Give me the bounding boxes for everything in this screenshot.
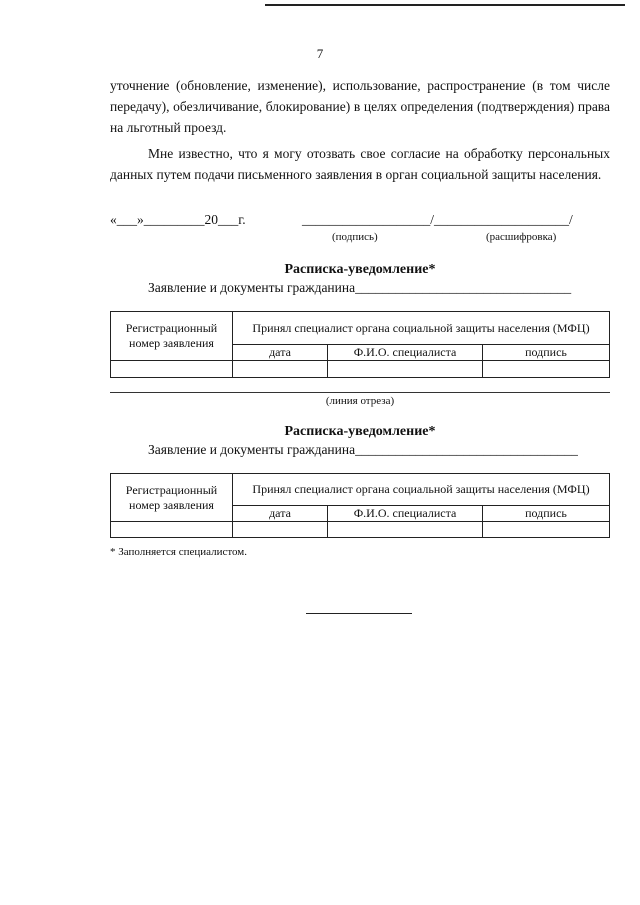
cell-reg-number — [111, 361, 233, 378]
receipt-intro-1: Заявление и документы гражданина________________________________ — [148, 280, 572, 295]
column-signature: подпись — [483, 345, 610, 361]
receipt-title-1: Расписка-уведомление* — [284, 262, 436, 277]
column-specialist-name: Ф.И.О. специалиста — [328, 506, 483, 522]
date-field-line: «___»_________20___г. — [110, 212, 246, 227]
footnote: * Заполняется специалистом. — [110, 546, 248, 558]
cell-signature — [483, 522, 610, 538]
signature-caption: (подпись) — [332, 231, 378, 243]
page-number: 7 — [316, 46, 324, 61]
cell-specialist-name — [328, 361, 483, 378]
column-date: дата — [233, 506, 328, 522]
reg-number-header: Регистрационный номер заявления — [111, 474, 233, 522]
column-date: дата — [233, 345, 328, 361]
receipt-title-2: Расписка-уведомление* — [284, 424, 436, 439]
decoding-caption: (расшифровка) — [486, 231, 557, 243]
reg-number-header: Регистрационный номер заявления — [111, 312, 233, 361]
cell-date — [233, 361, 328, 378]
header-rule — [265, 4, 625, 6]
paragraph-consent-purpose: уточнение (обновление, изменение), использование, распространение (в том числе передачу), обезличивание, блокирование) в целях определения (подтверждения) права на льготный проезд. — [110, 78, 610, 135]
signature-field-line: ___________________/____________________/ — [302, 212, 573, 227]
column-signature: подпись — [483, 506, 610, 522]
cell-date — [233, 522, 328, 538]
receipt-table-2 — [110, 473, 610, 538]
accepted-by-header: Принял специалист органа социальной защиты населения (МФЦ) — [233, 312, 610, 345]
cell-specialist-name — [328, 522, 483, 538]
column-specialist-name: Ф.И.О. специалиста — [328, 345, 483, 361]
cut-line — [110, 392, 610, 393]
paragraph-consent-withdrawal: Мне известно, что я могу отозвать свое согласие на обработку персональных данных путем подачи письменного заявления в орган социальной защиты населения. — [110, 146, 610, 182]
end-rule — [306, 613, 412, 614]
accepted-by-header: Принял специалист органа социальной защиты населения (МФЦ) — [233, 474, 610, 506]
cell-signature — [483, 361, 610, 378]
receipt-table-1 — [110, 311, 610, 378]
cut-line-label: (линия отреза) — [325, 395, 395, 407]
receipt-intro-2: Заявление и документы гражданина_________________________________ — [148, 442, 578, 457]
cell-reg-number — [111, 522, 233, 538]
